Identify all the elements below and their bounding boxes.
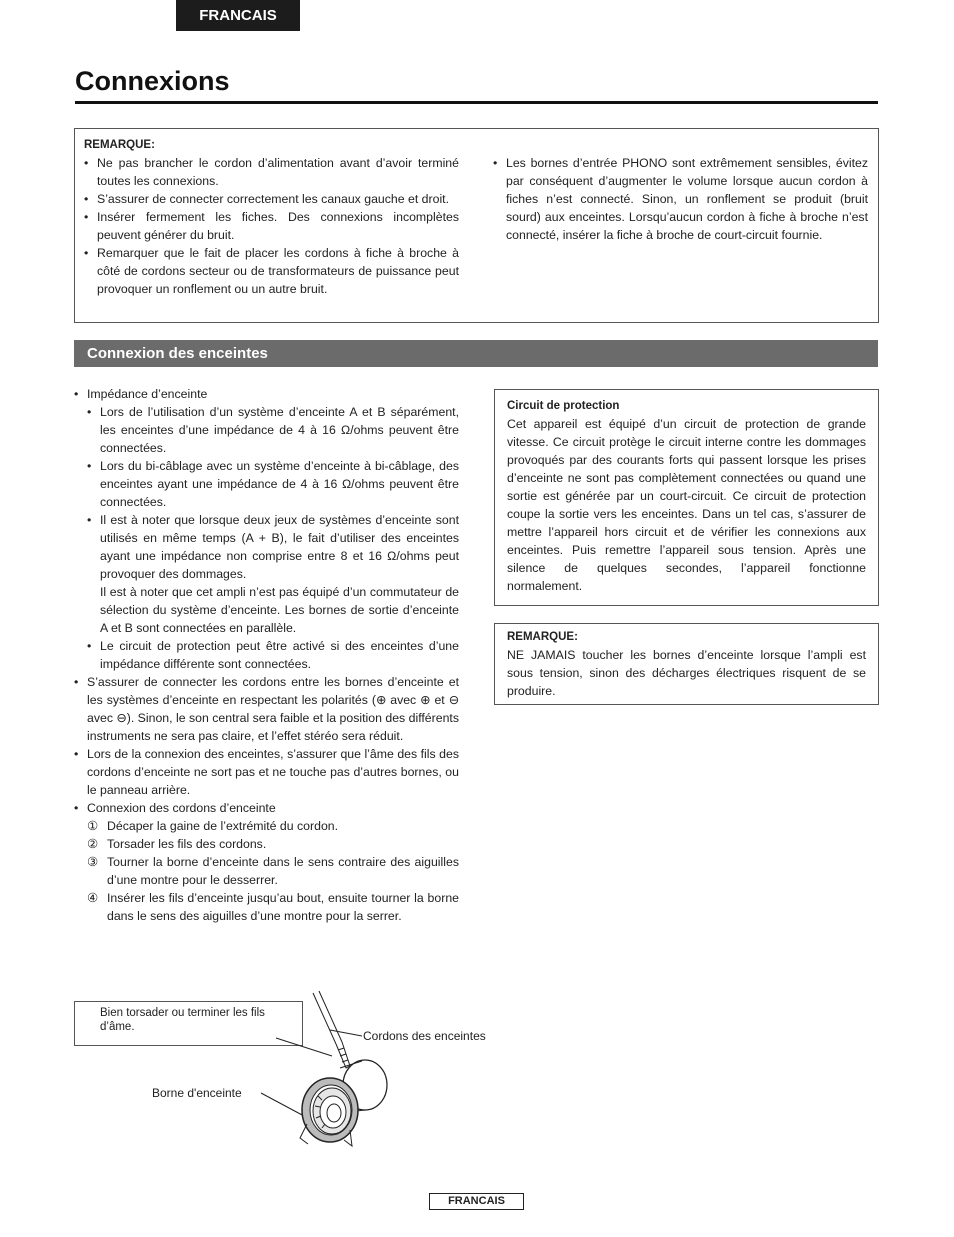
list-item: • Lors du bi-câblage avec un système d’enceinte à bi-câblage, des enceintes ayant une impédance de 4 à 16 Ω/ohms peuvent être connectées. (87, 457, 459, 511)
step-item: ① Décaper la gaine de l’extrémité du cordon. (87, 819, 339, 833)
list-item: • Lors de la connexion des enceintes, s’assurer que l’âme des fils des cordons d’enceinte ne sort pas et ne touche pas d’autres bornes, ou le panneau arrière. (74, 745, 459, 799)
warning-heading: REMARQUE: (507, 631, 578, 643)
list-item: • Le circuit de protection peut être activé si des enceintes d’une impédance différente sont connectées. (87, 637, 459, 673)
step-item: ③ Tourner la borne d’enceinte dans le sens contraire des aiguilles d’une montre pour le desserrer. (87, 855, 459, 887)
page-title: Connexions (75, 66, 230, 96)
protection-box (494, 389, 879, 606)
impedance-extra: Il est à noter que cet ampli n’est pas équipé d’un commutateur de sélection du système d’enceinte. Les bornes de sortie d’enceinte A et B sont connectées en parallèle. (100, 585, 459, 635)
remark-item: • Les bornes d’entrée PHONO sont extrêmement sensibles, évitez par conséquent d’augmenter le volume lorsque aucun cordon à fiches n’est connecté. Sinon, un ronflement se produit (bruit sourd) aux enceintes. Lorsqu’aucun cordon à fiche à broche n’est connecté, insérer la fiche à broche de court-circuit fournie. (493, 154, 868, 244)
remark-item: • Ne pas brancher le cordon d’alimentation avant d’avoir terminé toutes les connexions. (84, 154, 459, 190)
step-item: ② Torsader les fils des cordons. (87, 837, 267, 851)
list-item (87, 511, 459, 637)
list-item (74, 799, 459, 925)
remark-box (74, 128, 879, 323)
cords-title: Connexion des cordons d’enceinte (87, 801, 276, 815)
remark-item: • S’assurer de connecter correctement les canaux gauche et droit. (84, 190, 459, 208)
list-item (74, 385, 459, 673)
remark-list-right (493, 154, 868, 298)
steps-list (87, 817, 459, 925)
remark-heading: REMARQUE: (84, 139, 155, 151)
speaker-terminal-label: Borne d'enceinte (152, 1086, 242, 1100)
remark-item: • Insérer fermement les fiches. Des connexions incomplètes peuvent générer du bruit. (84, 208, 459, 244)
footer-language-label: FRANCAIS (429, 1193, 524, 1210)
speaker-cords-label: Cordons des enceintes (363, 1029, 486, 1043)
protection-heading: Circuit de protection (507, 400, 620, 412)
warning-text: NE JAMAIS toucher les bornes d’enceinte lorsque l’ampli est sous tension, sinon des décharges électriques risquent de se produire. (507, 648, 866, 698)
language-tab: FRANCAIS (176, 0, 300, 31)
figure-callout: Bien torsader ou terminer les fils d’âme. (74, 1001, 303, 1046)
impedance-list (87, 403, 459, 673)
list-item: • Lors de l’utilisation d’un système d’enceinte A et B séparément, les enceintes d’une impédance de 4 à 16 Ω/ohms peuvent être connectées. (87, 403, 459, 457)
remark-list-left (84, 154, 459, 298)
impedance-title: Impédance d’enceinte (87, 387, 208, 401)
remark-item: • Remarquer que le fait de placer les cordons à fiche à broche à côté de cordons secteur ou de transformateurs de puissance peut provoquer un ronflement ou un autre bruit. (84, 244, 459, 298)
step-item: ④ Insérer les fils d’enceinte jusqu’au bout, ensuite tourner la borne dans le sens des aiguilles d’une montre pour la serrer. (87, 891, 459, 923)
impedance-warning: Il est à noter que lorsque deux jeux de systèmes d’enceinte sont utilisés en même temps (A + B), le fait d’utiliser des enceintes ayant une impédance non comprise entre 8 et 16 Ω/ohms peut provoquer des dommages. (100, 513, 459, 581)
section-title: Connexion des enceintes (74, 340, 878, 367)
title-rule (75, 101, 878, 104)
list-item: • S’assurer de connecter les cordons entre les bornes d’enceinte et les systèmes d’enceinte en respectant les polarités (⊕ avec ⊕ et ⊖ avec ⊖). Sinon, le son central sera faible et la position des différents instruments ne sera pas claire, et l’effet stéréo sera réduit. (74, 673, 459, 745)
protection-text: Cet appareil est équipé d’un circuit de protection de grande vitesse. Ce circuit protège le circuit interne contre les dommages provoqués par des courants forts qui passent lorsque les prises d’enceinte ne sont pas complètement connectées ou quand une sortie est générée par un court-circuit. Ce circuit de protection coupe la sortie vers les enceintes. Dans un tel cas, s’assurer de mettre l’appareil hors circuit et de vérifier les connexions aux enceintes. Puis remettre l’appareil sous tension. Après une silence de quelques secondes, l’appareil fonctionne normalement. (507, 417, 866, 593)
speaker-instructions (74, 385, 459, 925)
warning-box (494, 623, 879, 705)
